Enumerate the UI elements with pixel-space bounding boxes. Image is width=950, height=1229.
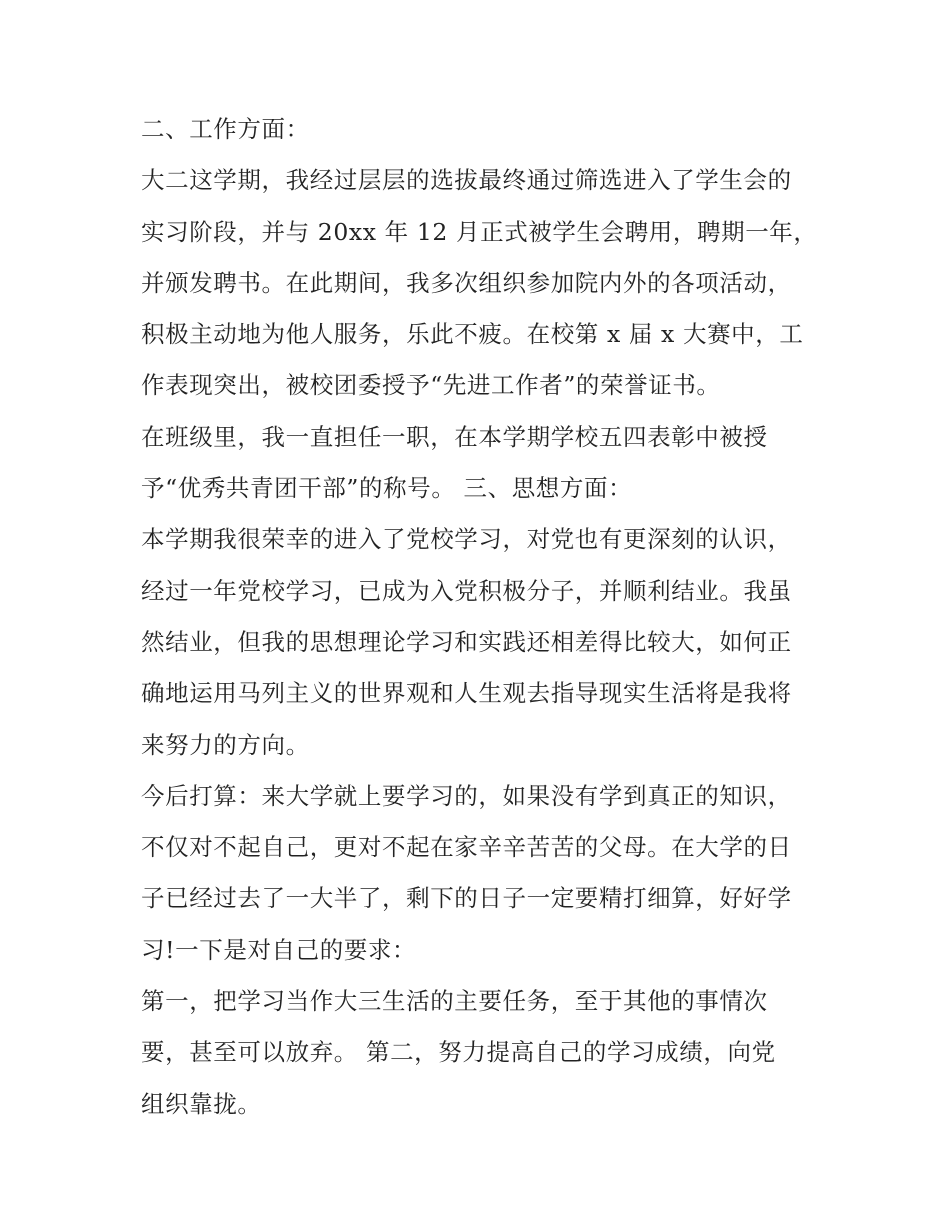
text-line: 今后打算：来大学就上要学习的，如果没有学到真正的知识， <box>141 781 792 810</box>
text-line: 习!一下是对自己的要求： <box>141 935 417 964</box>
text-line: 积极主动地为他人服务，乐此不疲。在校第 x 届 x 大赛中，工 <box>141 320 804 349</box>
text-line: 实习阶段，并与 20xx 年 12 月正式被学生会聘用，聘期一年， <box>141 217 818 246</box>
text-line: 大二这学期，我经过层层的选拔最终通过筛选进入了学生会的 <box>141 166 792 195</box>
text-line: 二、工作方面： <box>141 115 310 143</box>
text-line: 作表现突出，被校团委授予“先进工作者”的荣誉证书。 <box>141 371 721 400</box>
text-line: 经过一年党校学习，已成为入党积极分子，并顺利结业。我虽 <box>141 576 792 605</box>
text-line: 第一，把学习当作大三生活的主要任务，至于其他的事情次 <box>141 987 768 1016</box>
text-line: 在班级里，我一直担任一职，在本学期学校五四表彰中被授 <box>141 422 768 451</box>
text-line: 并颁发聘书。在此期间，我多次组织参加院内外的各项活动， <box>141 268 792 297</box>
text-line: 组织靠拢。 <box>141 1089 262 1118</box>
text-line: 要，甚至可以放弃。 第二，努力提高自己的学习成绩，向党 <box>141 1038 776 1067</box>
text-line: 本学期我很荣幸的进入了党校学习，对党也有更深刻的认识， <box>141 525 792 554</box>
text-line: 不仅对不起自己，更对不起在家辛辛苦苦的父母。在大学的日 <box>141 833 792 862</box>
text-line: 然结业，但我的思想理论学习和实践还相差得比较大，如何正 <box>141 627 792 656</box>
document-body <box>141 104 821 1130</box>
text-line: 予“优秀共青团干部”的称号。 三、思想方面： <box>141 474 633 503</box>
text-line: 确地运用马列主义的世界观和人生观去指导现实生活将是我将 <box>141 679 792 708</box>
text-line: 来努力的方向。 <box>141 730 310 759</box>
text-line: 子已经过去了一大半了，剩下的日子一定要精打细算，好好学 <box>141 884 792 913</box>
